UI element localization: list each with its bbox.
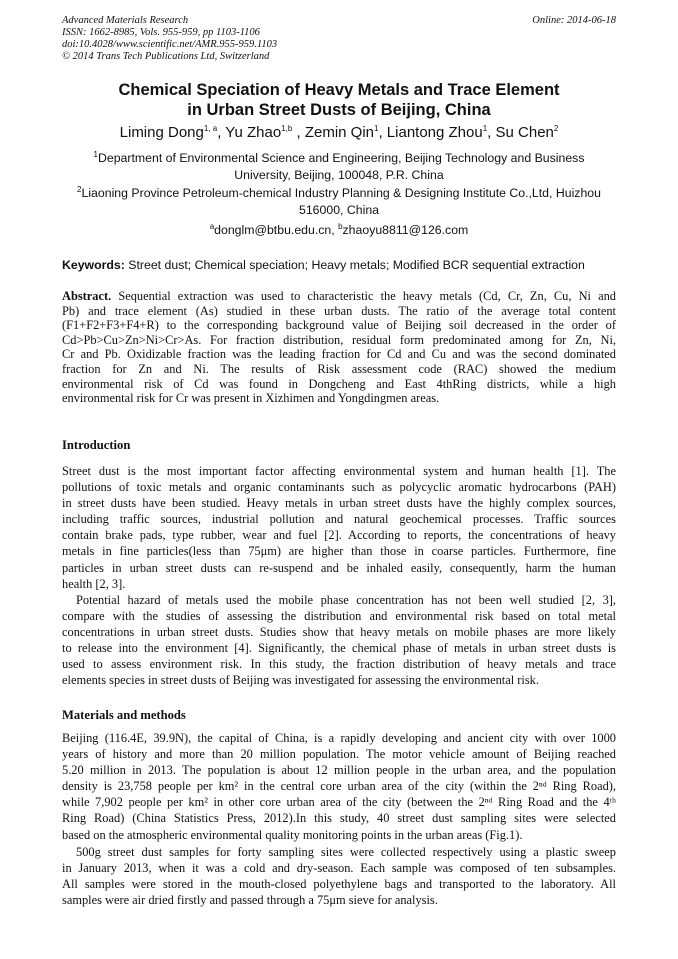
text-line: Pb) and trace element (As) studied in these urban dusts. The ratio of the average total content: [62, 303, 616, 318]
paragraph: [62, 592, 616, 689]
text-line: years of history and more than 20 million population. The motor vehicle amount of Beijing reached: [62, 747, 616, 762]
text-line: environmental risk for Cr was present in Xizhimen and Yongdingmen areas.: [62, 391, 440, 406]
text-line: 5.20 million in 2013. The population is about 12 million people in the urban area, and the population: [62, 763, 616, 778]
authors: [40, 124, 638, 141]
affiliation-sup: 1: [93, 149, 98, 159]
paragraph: [62, 844, 616, 908]
text-line: Beijing (116.4E, 39.9N), the capital of China, is a rapidly developing and ancient city with over 1000: [62, 731, 616, 745]
online-date: Online: 2014-06-18: [532, 15, 616, 26]
text-line: Street dust is the most important factor affecting environmental system and human health [1]. The: [62, 464, 616, 478]
text-line: density is 23,758 people per km² in the central core urban area of the city (within the 2ⁿᵈ Ring Road),: [62, 779, 616, 794]
title-line: in Urban Street Dusts of Beijing, China: [187, 101, 491, 119]
separator: ,: [487, 124, 496, 141]
affiliation-2: [40, 185, 638, 218]
text-line: (F1+F2+F3+F4+R) to the corresponding background value of Beijing soil decreased in the order of: [62, 318, 616, 333]
journal-name: Advanced Materials Research: [62, 15, 189, 26]
text-line: Potential hazard of metals used the mobile phase concentration has not been well studied [2, 3],: [76, 593, 616, 607]
affiliation-line: Liaoning Province Petroleum-chemical Industry Planning & Designing Institute Co.,Ltd, Huizhou: [81, 186, 601, 200]
text-line: health [2, 3].: [62, 576, 126, 591]
affiliation-sup: 2: [77, 184, 82, 194]
copyright: © 2014 Trans Tech Publications Ltd, Switzerland: [62, 51, 270, 62]
text-line: while 7,902 people per km² in other core urban area of the city (between the 2ⁿᵈ Ring Road and the 4ᵗʰ: [62, 795, 616, 810]
author-name: Liantong Zhou: [386, 124, 483, 141]
affiliation-line: Department of Environmental Science and Engineering, Beijing Technology and Business: [97, 151, 585, 165]
doi: doi:10.4028/www.scientific.net/AMR.955-959.1103: [62, 39, 278, 50]
text-line: including traffic sources, industrial pollution and natural geochemical processes. Traffic sources: [62, 512, 616, 527]
text-line: environmental risk of Cd was found in Dongcheng and East 4thRing districts, while a high: [62, 376, 616, 391]
text-line: contain brake pads, type rubber, wear and fuel [2]. According to reports, the concentrations of heavy: [62, 528, 616, 543]
text-line: compare with the studies of assessing the distribution and environmental risk based on total metal: [62, 609, 616, 624]
journal-header: [62, 15, 277, 63]
text-line: in street dusts have been studied. Heavy metals in urban street dusts have the highly complex sources,: [62, 496, 616, 511]
affiliation-line: 516000, China: [299, 202, 379, 217]
text-line: 500g street dust samples for forty sampling sites were collected respectively using a plastic sweep: [76, 845, 616, 859]
affiliation-1: [40, 150, 638, 183]
author-name: Yu Zhao: [225, 124, 282, 141]
paragraph: [62, 730, 616, 843]
text-line: used to assess environment risk. In this study, the fraction distribution of heavy metals and trace: [62, 657, 616, 672]
separator: ,: [217, 124, 226, 141]
section-heading: Introduction: [62, 438, 131, 452]
text-line: samples were air dried firstly and passed through a 75μm sieve for analysis.: [62, 893, 438, 908]
text-line: Ring Road) (China Statistics Press, 2012).In this study, 40 street dust sampling sites were selected: [62, 811, 616, 826]
text-line: particles in urban street dusts can re-suspend and be inhaled easily, consequently, harm the human: [62, 560, 616, 575]
text-line: fraction for Zn and Ni. The results of Risk assessment code (RAC) showed the medium: [62, 361, 616, 376]
section-heading: Materials and methods: [62, 708, 186, 722]
abstract: [62, 289, 616, 406]
text-line: in January 2013, when it was a cold and dry-season. Each sample was composed of ten subsamples.: [62, 861, 616, 876]
email-sup: a: [209, 221, 215, 231]
email-sup: b: [338, 221, 343, 231]
text-line: [62, 289, 616, 304]
title-line: Chemical Speciation of Heavy Metals and Trace Element: [118, 81, 560, 99]
text-line: based on the atmospheric environmental quality monitoring points in the urban areas (Fig.1).: [62, 827, 523, 842]
issn: ISSN: 1662-8985, Vols. 955-959, pp 1103-1106: [62, 27, 260, 38]
separator: ,: [292, 124, 305, 141]
emails: [40, 222, 638, 239]
author-sup: 1, a: [203, 124, 218, 133]
author-sup: 1,b: [281, 124, 293, 133]
text-line: metals in fine particles(less than 75μm) are higher than those in coarse particles. Furthermore, fine: [62, 544, 616, 559]
author-sup: 2: [553, 124, 559, 133]
author-sup: 1: [482, 124, 488, 133]
author-name: Zemin Qin: [304, 124, 374, 141]
text-line: elements species in street dusts of Beijing was investigated for assessing the environmental risk.: [62, 673, 539, 688]
text-line: pollutions of toxic metals and organic contaminants such as polycyclic aromatic hydrocarbons (PAH): [62, 480, 616, 495]
keywords-label: Keywords:: [62, 258, 125, 272]
email-link[interactable]: zhaoyu8811@126.com: [342, 223, 469, 237]
email-link[interactable]: donglm@btbu.edu.cn,: [214, 223, 339, 237]
text-line: All samples were stored in the mouth-closed polyethylene bags and transported to the laboratory. All: [62, 877, 616, 892]
affiliation-line: University, Beijing, 100048, P.R. China: [234, 167, 444, 182]
paper-title: [40, 80, 638, 120]
author-sup: 1: [374, 124, 379, 133]
keywords: [62, 258, 585, 272]
text-line: to release into the environment [4]. Significantly, the chemical phase of metals in urban street dusts is: [62, 641, 616, 656]
author-name: Su Chen: [495, 124, 554, 141]
abstract-label: Abstract.: [62, 289, 112, 303]
text-line: Cr and Pb. Oxidizable fraction was the leading fraction for Cd and Cu and was the second dominated: [62, 347, 616, 362]
keywords-text: Street dust; Chemical speciation; Heavy metals; Modified BCR sequential extraction: [124, 258, 585, 272]
text-line: Cd>Pb>Cu>Zn>Ni>Cr>As. For fraction distribution, residual form predominated among for Zn, Ni,: [62, 332, 616, 347]
abstract-text: Sequential extraction was used to characteristic the heavy metals (Cd, Cr, Zn, Cu, Ni and: [111, 289, 616, 303]
author-name: Liming Dong: [119, 124, 204, 141]
text-line: concentrations in urban street dusts. Studies show that heavy metals on mobile phases are more likely: [62, 625, 616, 640]
separator: ,: [378, 124, 387, 141]
paragraph: [62, 463, 616, 592]
